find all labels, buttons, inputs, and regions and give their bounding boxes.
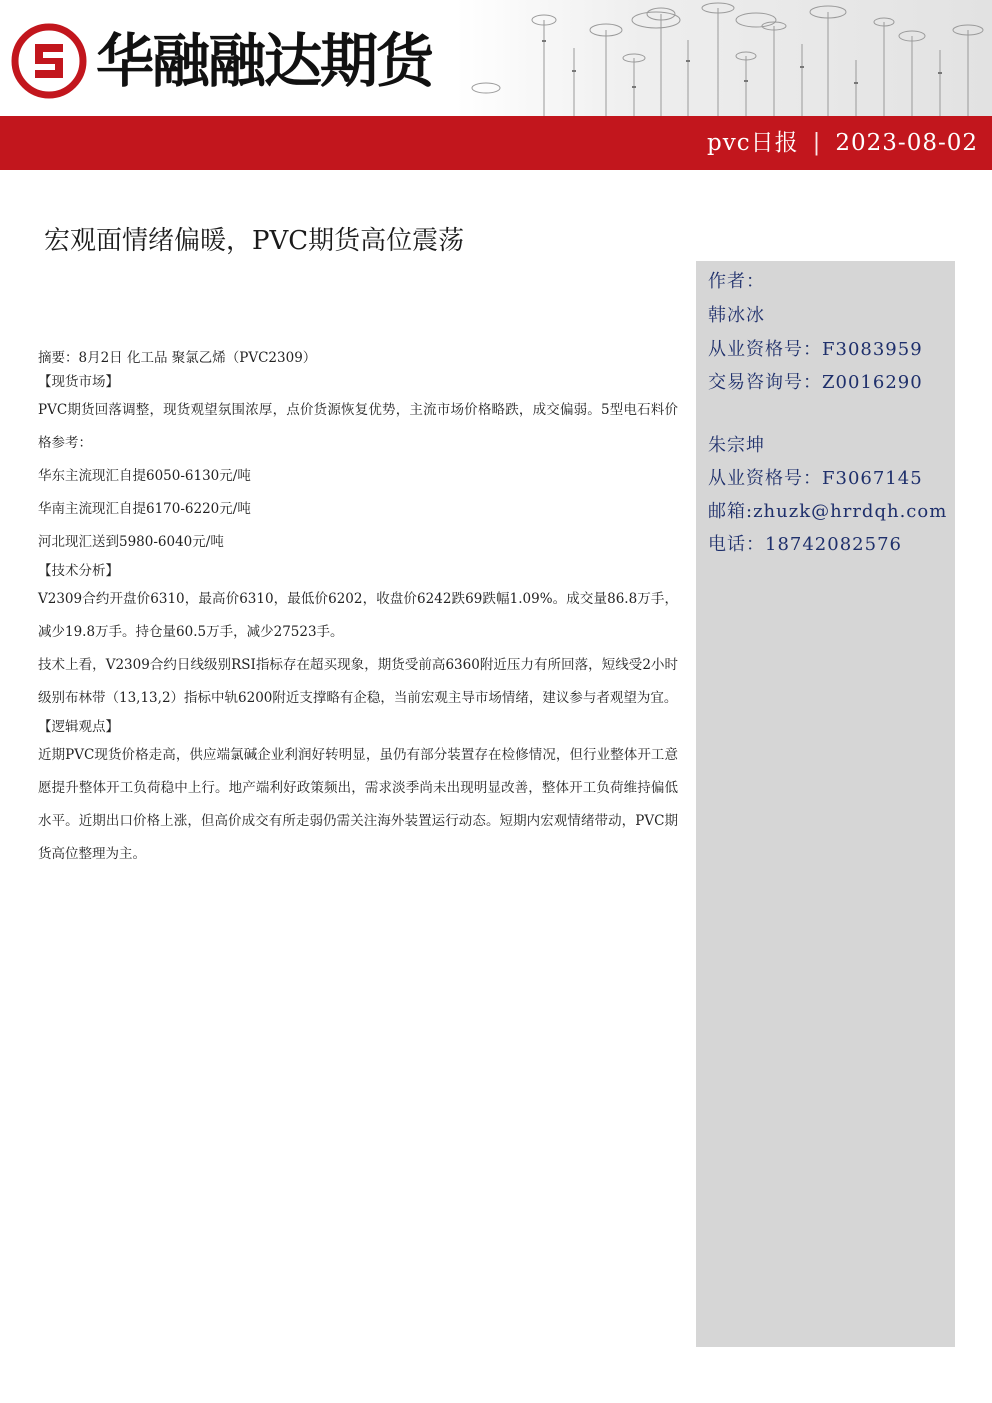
company-logo-icon — [10, 22, 88, 100]
banner-text — [707, 116, 978, 170]
section-heading-technical: 【技术分析】 — [38, 563, 119, 579]
author-phone: 电话：18742082576 — [708, 534, 902, 555]
report-body — [38, 346, 678, 871]
paragraph: PVC期货回落调整，现货观望氛围浓厚，点价货源恢复优势，主流市场价格略跌，成交偏弱。5型电石料价格参考： — [38, 402, 678, 451]
decorative-background-graphic — [456, 0, 992, 116]
report-title: 宏观面情绪偏暖，PVC期货高位震荡 — [44, 226, 465, 256]
paragraph: 技术上看，V2309合约日线级别RSI指标存在超买现象，期货受前高6360附近压力有所回落，短线受2小时级别布林带（13,13,2）指标中轨6200附近支撑略有企稳，当前宏观主导市场情绪，建议参与者观望为宜。 — [38, 657, 678, 706]
price-reference-hebei: 河北现汇送到5980-6040元/吨 — [38, 534, 224, 550]
report-banner — [0, 116, 992, 170]
company-name: 华融融达期货 — [96, 27, 433, 95]
author-qualification: 从业资格号：F3067145 — [708, 468, 923, 489]
author-consult-number: 交易咨询号：Z0016290 — [708, 372, 923, 393]
author-email: 邮箱:zhuzk@hrrdqh.com — [708, 501, 948, 522]
report-date: 2023-08-02 — [835, 130, 978, 156]
author-name: 韩冰冰 — [708, 305, 765, 326]
banner-separator: | — [812, 130, 822, 156]
section-heading-logic: 【逻辑观点】 — [38, 719, 119, 735]
author-name: 朱宗坤 — [708, 435, 765, 456]
section-heading-spot: 【现货市场】 — [38, 374, 119, 390]
report-type: pvc日报 — [707, 130, 799, 156]
author-sidebar — [696, 261, 955, 1347]
paragraph: 近期PVC现货价格走高，供应端氯碱企业利润好转明显，虽仍有部分装置存在检修情况，但行业整体开工意愿提升整体开工负荷稳中上行。地产端利好政策频出，需求淡季尚未出现明显改善，整体开工负荷维持偏低水平。近期出口价格上涨，但高价成交有所走弱仍需关注海外装置运行动态。短期内宏观情绪带动，PVC期货高位整理为主。 — [38, 747, 678, 862]
paragraph: V2309合约开盘价6310，最高价6310，最低价6202，收盘价6242跌69跌幅1.09%。成交量86.8万手，减少19.8万手。持仓量60.5万手，减少27523手。 — [38, 591, 678, 640]
price-reference-south: 华南主流现汇自提6170-6220元/吨 — [38, 501, 251, 517]
author-label: 作者： — [708, 271, 765, 292]
report-header — [0, 0, 992, 170]
price-reference-east: 华东主流现汇自提6050-6130元/吨 — [38, 468, 251, 484]
summary-line: 摘要：8月2日 化工品 聚氯乙烯（PVC2309） — [38, 350, 317, 366]
author-qualification: 从业资格号：F3083959 — [708, 339, 923, 360]
